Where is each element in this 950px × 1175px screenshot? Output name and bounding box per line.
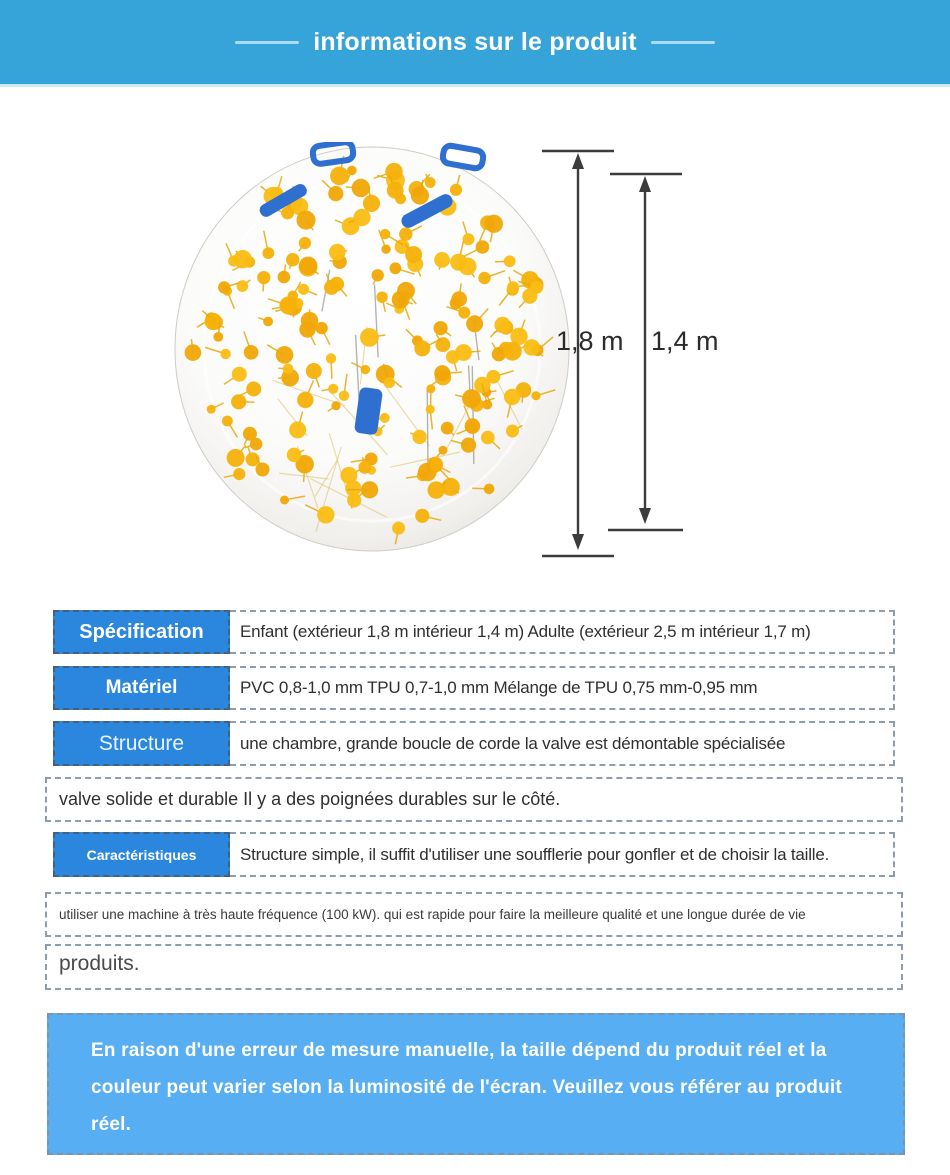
inner-dimension-label: 1,4 m bbox=[651, 326, 719, 356]
spec-label-material: Matériel bbox=[53, 666, 230, 710]
spec-value-specification: Enfant (extérieur 1,8 m intérieur 1,4 m) Adulte (extérieur 2,5 m intérieur 1,7 m) bbox=[230, 610, 895, 654]
page-title: informations sur le produit bbox=[313, 27, 637, 56]
spec-row-products: produits. bbox=[45, 944, 903, 990]
spec-row-material bbox=[53, 666, 895, 710]
title-right-line bbox=[651, 41, 715, 44]
spec-row-specification bbox=[53, 610, 895, 654]
spec-label-structure: Structure bbox=[53, 721, 230, 766]
spec-row-structure-continued: valve solide et durable Il y a des poignées durables sur le côté. bbox=[45, 777, 903, 822]
outer-dimension-label: 1,8 m bbox=[556, 326, 624, 356]
spec-row-features bbox=[53, 832, 895, 877]
spec-row-features-continued: utiliser une machine à très haute fréquence (100 kW). qui est rapide pour faire la meilleure qualité et une longue durée de vie bbox=[45, 892, 903, 937]
spec-value-structure: une chambre, grande boucle de corde la valve est démontable spécialisée bbox=[230, 721, 895, 766]
header-banner bbox=[0, 0, 950, 84]
product-figure bbox=[0, 87, 950, 597]
spec-label-features: Caractéristiques bbox=[53, 832, 230, 877]
spec-value-material: PVC 0,8-1,0 mm TPU 0,7-1,0 mm Mélange de TPU 0,75 mm-0,95 mm bbox=[230, 666, 895, 710]
dimension-arrows bbox=[0, 87, 950, 597]
spec-row-structure bbox=[53, 721, 895, 766]
spec-label-specification: Spécification bbox=[53, 610, 230, 654]
spec-value-features: Structure simple, il suffit d'utiliser une soufflerie pour gonfler et de choisir la taille. bbox=[230, 832, 895, 877]
title-left-line bbox=[235, 41, 299, 44]
measurement-disclaimer: En raison d'une erreur de mesure manuelle, la taille dépend du produit réel et la couleur peut varier selon la luminosité de l'écran. Veuillez vous référer au produit réel. bbox=[47, 1013, 905, 1155]
